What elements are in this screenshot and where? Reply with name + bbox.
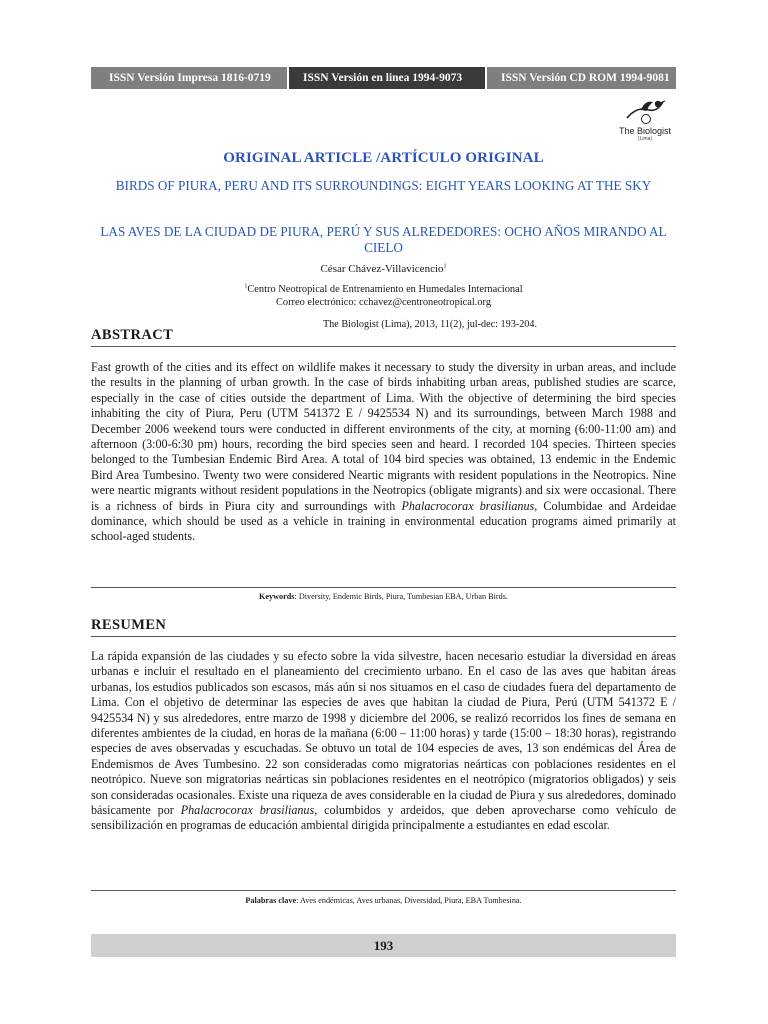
page-number-bar — [91, 934, 676, 957]
keywords-rule — [91, 587, 676, 588]
abstract-text-1: Fast growth of the cities and its effect on wildlife makes it necessary to study the diversity in urban areas, and include the results in the planning of urban growth. In the case of birds inhabiting urban areas, published studies are scarce, especially in the case of cities outside the department of Lima. With the objective of determining the bird species inhabiting the city of Piura, Peru (UTM 541372 E / 9425534 N) and its surroundings, between March 1988 and December 2006 weekend tours were conducted in different environments of the city, at morning (6:00-11:00 am) and afternoon (3:00-6:30 pm) hours, recording the bird species seen and heard. I recorded 104 species. Thirteen species belonged to the Tumbesian Endemic Bird Area. A total of 104 bird species was obtained, 13 endemic in the Endemic Bird Area Tumbesino. Twenty two were considered Neartic migrants with resident populations in the Neotropics. Nine were neartic migrants without resident populations in the Neotropics (obligate migrants) and six were occasional. There is a richness of birds in Piura city and surroundings with — [91, 360, 676, 513]
affiliation-email: Correo electrónico: cchavez@centroneotropical.org — [275, 296, 492, 308]
resumen-text-2: , columbidos y ardeidos, que deben aprovecharse como vehículo de sensibilización en programas de educación ambiental dirigida principalmente a estudiantes en edad escolar. — [91, 803, 676, 833]
article-type: ORIGINAL ARTICLE /ARTÍCULO ORIGINAL — [223, 150, 544, 166]
resumen-heading: RESUMEN — [91, 617, 167, 633]
author — [91, 263, 676, 275]
affiliation-institution: Centro Neotropical de Entrenamiento en Humedales Internacional — [247, 284, 523, 295]
palabras-clave-label: Palabras clave — [245, 896, 297, 905]
affiliation — [91, 284, 676, 309]
palabras-clave-text: : Aves endémicas, Aves urbanas, Diversidad, Piura, EBA Tumbesina. — [296, 896, 522, 905]
resumen-rule — [91, 636, 676, 637]
keywords-label: Keywords — [259, 592, 295, 601]
abstract-species: Phalacrocorax brasilianus — [401, 498, 535, 513]
author-name: César Chávez-Villavicencio — [320, 263, 444, 275]
palabras-clave — [91, 896, 676, 905]
keywords — [91, 592, 676, 601]
affiliation-sup: 1 — [244, 283, 248, 290]
abstract-text-2: , Columbidae and Ardeidae dominance, which should be used as a vehicle in training in environmental education programs aimed primarily at school-aged students. — [91, 498, 676, 544]
logo-sub: (Lima) — [637, 136, 653, 142]
palabras-rule — [91, 890, 676, 891]
logo-name: The Biologist — [618, 126, 672, 136]
abstract-rule — [91, 346, 676, 347]
issn-online: ISSN Versión en linea 1994-9073 — [289, 67, 485, 89]
abstract-body — [91, 360, 676, 545]
title-spanish: LAS AVES DE LA CIUDAD DE PIURA, PERÚ Y SUS ALREDEDORES: OCHO AÑOS MIRANDO AL CIELO — [100, 224, 667, 255]
issn-print: ISSN Versión Impresa 1816-0719 — [91, 67, 287, 89]
issn-cdrom: ISSN Versión CD ROM 1994-9081 — [487, 67, 676, 89]
issn-bar — [91, 67, 676, 89]
title-english: BIRDS OF PIURA, PERU AND ITS SURROUNDINGS: EIGHT YEARS LOOKING AT THE SKY — [115, 178, 652, 193]
keywords-text: : Diversity, Endemic Birds, Piura, Tumbesian EBA, Urban Birds. — [294, 592, 508, 601]
abstract-heading: ABSTRACT — [91, 327, 174, 343]
resumen-body — [91, 649, 676, 834]
citation: The Biologist (Lima), 2013, 11(2), jul-dec: 193-204. — [322, 319, 538, 330]
journal-logo — [610, 96, 680, 148]
resumen-species: Phalacrocorax brasilianus — [180, 803, 315, 818]
bird-logo-icon — [623, 96, 667, 126]
author-sup: 1 — [443, 263, 447, 270]
resumen-text-1: La rápida expansión de las ciudades y su efecto sobre la vida silvestre, hacen necesario estudiar la diversidad en áreas urbanas e incluir el resultado en el planeamiento del crecimiento urbano. En el caso de las aves que habitan áreas urbanas, los estudios publicados son escasos, más aún si nos situamos en el caso de ciudades fuera del departamento de Lima. Con el objetivo de determinar las especies de aves que habitan la ciudad de Piura, Perú (UTM 541372 E / 9425534 N) y sus alrededores, entre marzo de 1998 y diciembre del 2006, se realizó recorridos los fines de semana en diferentes ambientes de la ciudad, en horas de la mañana (6:00 – 11:00 horas) y tarde (15:00 – 18:30 horas), registrando especies de aves observadas y escuchadas. Se obtuvo un total de 104 especies de aves, 13 son endémicas del Área de Endemismos de Aves Tumbesino. 22 son consideradas como migratorias neárticas con poblaciones residentes en el neotrópico. Nueve son migratorias neárticas sin poblaciones residentes en el neotrópico (migratorios obligados) y seis son consideradas ocasionales. Existe una riqueza de aves considerable en la ciudad de Piura y sus alrededores, dominado básicamente por — [91, 649, 676, 818]
page-number: 193 — [373, 938, 394, 953]
